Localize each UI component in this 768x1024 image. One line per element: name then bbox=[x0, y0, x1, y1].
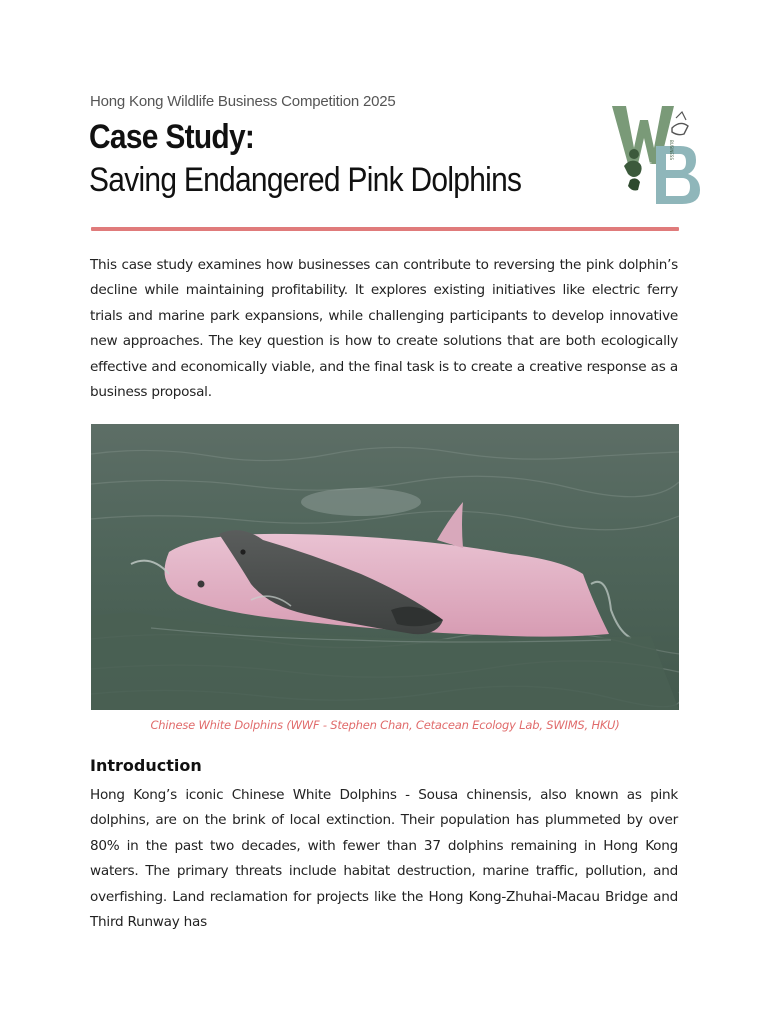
logo-graphic bbox=[610, 100, 700, 206]
competition-kicker: Hong Kong Wildlife Business Competition 2025 bbox=[90, 93, 396, 110]
dolphin-photo bbox=[91, 424, 679, 710]
introduction-paragraph: Hong Kong’s iconic Chinese White Dolphins - Sousa chinensis, also known as pink dolphins, are on the brink of local extinction. Their population has plummeted by over 80% in the past two decades, with fewer than 37 dolphins remaining in Hong Kong waters. The primary threats include habitat destruction, marine traffic, pollution, and overfishing. Land reclamation for projects like the Hong Kong-Zhuhai-Macau Bridge and Third Runway has bbox=[90, 787, 678, 931]
title-line-2: Saving Endangered Pink Dolphins bbox=[89, 160, 522, 199]
page-title bbox=[89, 116, 580, 201]
competition-logo bbox=[610, 100, 700, 206]
logo-side-text-2: BUSINESS bbox=[669, 140, 674, 160]
summary-paragraph: This case study examines how businesses can contribute to reversing the pink dolphin’s decline while maintaining profitability. It explores existing initiatives like electric ferry trials and marine park expansions, while challenging participants to develop innovative new approaches. The key question is how to create solutions that are both ecologically effective and economically viable, and the final task is to create a creative response as a business proposal. bbox=[90, 257, 678, 401]
title-line-1: Case Study: bbox=[89, 118, 255, 156]
introduction-heading: Introduction bbox=[90, 756, 202, 775]
photo-caption: Chinese White Dolphins (WWF - Stephen Chan, Cetacean Ecology Lab, SWIMS, HKU) bbox=[150, 718, 620, 732]
header-divider bbox=[91, 227, 679, 231]
dolphin-illustration bbox=[91, 424, 679, 710]
logo-side-text-1: WILDLIFE bbox=[647, 162, 652, 181]
